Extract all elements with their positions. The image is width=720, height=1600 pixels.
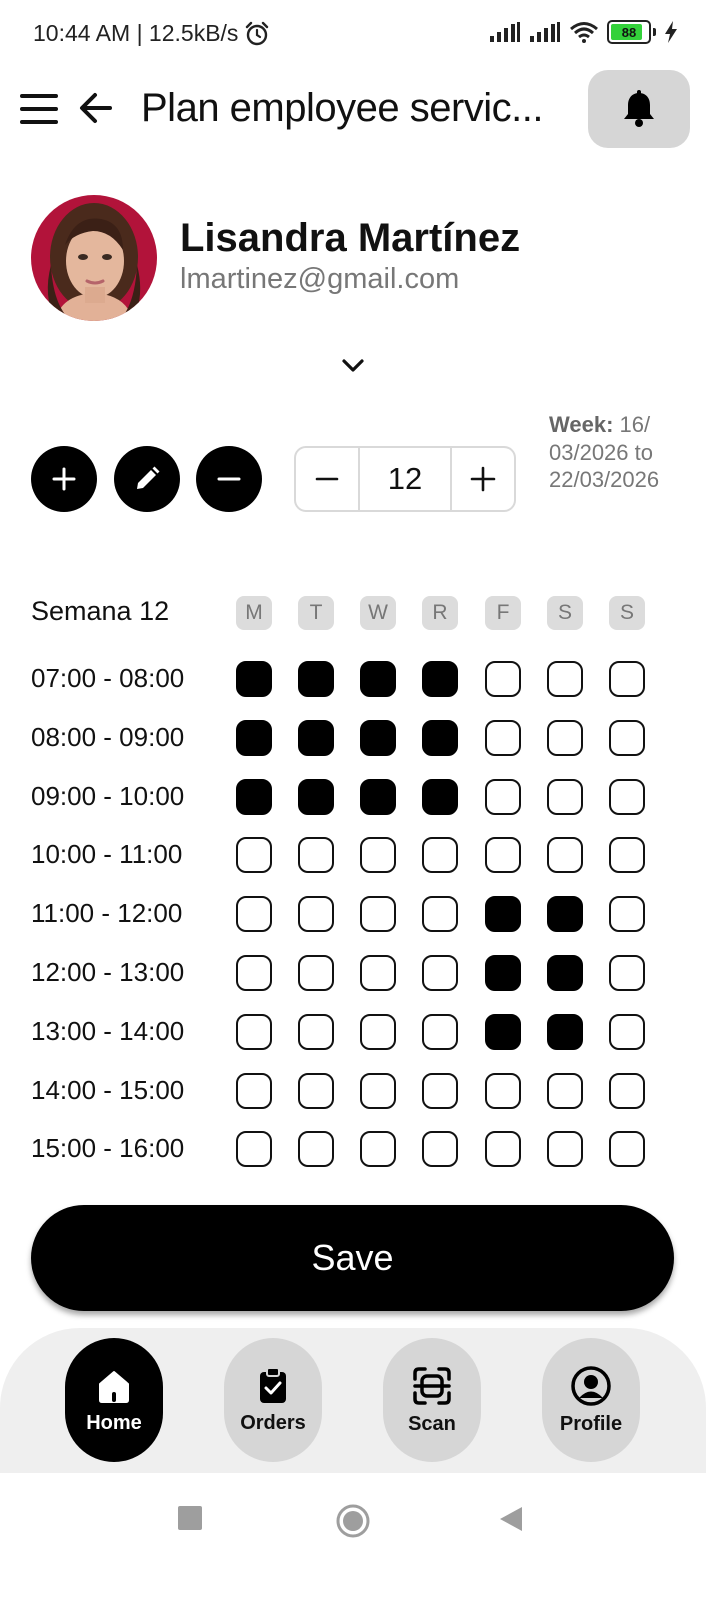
- clipboard-check-icon: [253, 1366, 293, 1406]
- arrow-left-icon[interactable]: [76, 88, 116, 128]
- battery-icon: [607, 20, 651, 44]
- remove-shift-button[interactable]: [196, 446, 262, 512]
- schedule-slot-checkbox[interactable]: [609, 955, 645, 991]
- time-slot-label: 10:00 - 11:00: [31, 839, 183, 870]
- schedule-slot-checkbox[interactable]: [360, 1014, 396, 1050]
- nav-profile-label: Profile: [559, 1412, 623, 1435]
- home-icon: [94, 1366, 134, 1406]
- schedule-slot-checkbox[interactable]: [609, 837, 645, 873]
- status-icons: [489, 20, 678, 44]
- schedule-slot-checkbox[interactable]: [422, 1073, 458, 1109]
- user-email: lmartinez@gmail.com: [180, 263, 460, 295]
- chevron-down-icon[interactable]: [338, 352, 368, 378]
- schedule-slot-checkbox[interactable]: [609, 1131, 645, 1167]
- schedule-slot-checkbox[interactable]: [236, 720, 272, 756]
- nav-home[interactable]: [65, 1338, 163, 1462]
- schedule-slot-checkbox[interactable]: [547, 1073, 583, 1109]
- system-navigation-bar: [0, 1473, 720, 1600]
- nav-scan-label: Scan: [408, 1412, 456, 1435]
- schedule-slot-checkbox[interactable]: [547, 1014, 583, 1050]
- time-slot-label: 11:00 - 12:00: [31, 898, 183, 929]
- day-header: W: [360, 596, 396, 630]
- schedule-slot-checkbox[interactable]: [360, 955, 396, 991]
- schedule-slot-checkbox[interactable]: [298, 896, 334, 932]
- schedule-slot-checkbox[interactable]: [236, 1014, 272, 1050]
- recents-square-icon[interactable]: [177, 1505, 203, 1531]
- schedule-slot-checkbox[interactable]: [360, 837, 396, 873]
- app-header: [0, 68, 720, 152]
- schedule-slot-checkbox[interactable]: [609, 720, 645, 756]
- page-title: Plan employee servic...: [141, 86, 544, 130]
- week-decrement-button[interactable]: [296, 448, 358, 510]
- time-slot-label: 15:00 - 16:00: [31, 1133, 185, 1164]
- week-stepper: [294, 446, 516, 512]
- time-slot-label: 09:00 - 10:00: [31, 780, 185, 811]
- time-slot-label: 08:00 - 09:00: [31, 721, 185, 752]
- nav-orders-label: Orders: [240, 1411, 306, 1434]
- schedule-slot-checkbox[interactable]: [298, 955, 334, 991]
- schedule-week-label: Semana 12: [31, 596, 170, 626]
- schedule-slot-checkbox[interactable]: [298, 1131, 334, 1167]
- schedule-slot-checkbox[interactable]: [609, 1073, 645, 1109]
- status-time-group: [33, 20, 270, 47]
- day-header: F: [485, 596, 521, 630]
- schedule-slot-checkbox[interactable]: [609, 896, 645, 932]
- schedule-slot-checkbox[interactable]: [298, 661, 334, 697]
- wifi-icon: [569, 21, 599, 43]
- schedule-slot-checkbox[interactable]: [422, 896, 458, 932]
- schedule-slot-checkbox[interactable]: [485, 896, 521, 932]
- minus-icon: [216, 466, 242, 492]
- schedule-slot-checkbox[interactable]: [485, 955, 521, 991]
- alarm-icon: [244, 21, 270, 47]
- notifications-button[interactable]: [588, 70, 690, 148]
- schedule-slot-checkbox[interactable]: [485, 1073, 521, 1109]
- home-circle-icon[interactable]: [335, 1503, 371, 1539]
- schedule-slot-checkbox[interactable]: [422, 779, 458, 815]
- schedule-slot-checkbox[interactable]: [609, 779, 645, 815]
- schedule-slot-checkbox[interactable]: [360, 720, 396, 756]
- schedule-slot-checkbox[interactable]: [360, 779, 396, 815]
- nav-orders[interactable]: [224, 1338, 322, 1462]
- pencil-icon: [133, 465, 161, 493]
- time-slot-label: 14:00 - 15:00: [31, 1074, 185, 1105]
- schedule-slot-checkbox[interactable]: [298, 779, 334, 815]
- schedule-slot-checkbox[interactable]: [547, 720, 583, 756]
- schedule-slot-checkbox[interactable]: [422, 661, 458, 697]
- schedule-slot-checkbox[interactable]: [360, 1131, 396, 1167]
- avatar-portrait: [31, 195, 157, 321]
- schedule-slot-checkbox[interactable]: [236, 955, 272, 991]
- schedule-slot-checkbox[interactable]: [547, 837, 583, 873]
- schedule-slot-checkbox[interactable]: [298, 1073, 334, 1109]
- schedule-slot-checkbox[interactable]: [609, 661, 645, 697]
- schedule-slot-checkbox[interactable]: [547, 661, 583, 697]
- schedule-slot-checkbox[interactable]: [298, 1014, 334, 1050]
- schedule-slot-checkbox[interactable]: [547, 779, 583, 815]
- nav-scan[interactable]: [383, 1338, 481, 1462]
- save-button[interactable]: Save: [31, 1205, 674, 1311]
- battery-level: 88: [621, 24, 637, 40]
- schedule-slot-checkbox[interactable]: [422, 720, 458, 756]
- plus-icon: [51, 466, 77, 492]
- schedule-slot-checkbox[interactable]: [485, 837, 521, 873]
- schedule-slot-checkbox[interactable]: [236, 1073, 272, 1109]
- day-header: T: [298, 596, 334, 630]
- schedule-slot-checkbox[interactable]: [485, 1131, 521, 1167]
- day-header: R: [422, 596, 458, 630]
- time-slot-label: 12:00 - 13:00: [31, 957, 185, 987]
- time-slot-label: 13:00 - 14:00: [31, 1015, 185, 1046]
- time-slot-label: 07:00 - 08:00: [31, 663, 185, 693]
- schedule-slot-checkbox[interactable]: [236, 896, 272, 932]
- bottom-navigation: [0, 1328, 706, 1473]
- status-bar: [0, 0, 720, 68]
- schedule-slot-checkbox[interactable]: [485, 720, 521, 756]
- schedule-slot-checkbox[interactable]: [298, 837, 334, 873]
- week-range-dates: 16/03/2026 to 22/03/2026: [549, 412, 660, 492]
- week-range-label: Week:: [549, 412, 614, 437]
- bell-icon: [622, 90, 656, 128]
- schedule-slot-checkbox[interactable]: [422, 837, 458, 873]
- avatar: [31, 195, 157, 321]
- schedule-slot-checkbox[interactable]: [485, 1014, 521, 1050]
- schedule-slot-checkbox[interactable]: [298, 720, 334, 756]
- minus-icon: [314, 466, 340, 492]
- schedule-slot-checkbox[interactable]: [609, 1014, 645, 1050]
- charging-icon: [664, 21, 678, 43]
- plus-icon: [470, 466, 496, 492]
- schedule-slot-checkbox[interactable]: [236, 779, 272, 815]
- profile-icon: [570, 1365, 612, 1407]
- schedule-slot-checkbox[interactable]: [422, 1014, 458, 1050]
- schedule-slot-checkbox[interactable]: [422, 955, 458, 991]
- hamburger-menu-icon[interactable]: [20, 92, 58, 126]
- schedule-slot-checkbox[interactable]: [547, 955, 583, 991]
- scan-icon: [411, 1365, 453, 1407]
- nav-profile[interactable]: [542, 1338, 640, 1462]
- schedule-slot-checkbox[interactable]: [360, 896, 396, 932]
- signal-icon: [529, 22, 561, 42]
- week-range: [549, 411, 661, 494]
- back-triangle-icon[interactable]: [498, 1505, 524, 1533]
- week-number[interactable]: 12: [358, 448, 452, 510]
- schedule-slot-checkbox[interactable]: [547, 1131, 583, 1167]
- schedule-slot-checkbox[interactable]: [236, 1131, 272, 1167]
- day-header: S: [547, 596, 583, 630]
- user-name: Lisandra Martínez: [180, 216, 521, 260]
- schedule-slot-checkbox[interactable]: [360, 1073, 396, 1109]
- signal-icon: [489, 22, 521, 42]
- schedule-slot-checkbox[interactable]: [236, 661, 272, 697]
- schedule-slot-checkbox[interactable]: [422, 1131, 458, 1167]
- nav-home-label: Home: [86, 1411, 142, 1434]
- day-header: M: [236, 596, 272, 630]
- schedule-slot-checkbox[interactable]: [485, 779, 521, 815]
- day-header: S: [609, 596, 645, 630]
- schedule-slot-checkbox[interactable]: [547, 896, 583, 932]
- week-increment-button[interactable]: [452, 448, 514, 510]
- add-shift-button[interactable]: [31, 446, 97, 512]
- schedule-slot-checkbox[interactable]: [236, 837, 272, 873]
- schedule-slot-checkbox[interactable]: [485, 661, 521, 697]
- edit-shift-button[interactable]: [114, 446, 180, 512]
- schedule-slot-checkbox[interactable]: [360, 661, 396, 697]
- status-time: 10:44 AM | 12.5kB/s: [33, 20, 239, 46]
- battery-cap: [653, 28, 656, 36]
